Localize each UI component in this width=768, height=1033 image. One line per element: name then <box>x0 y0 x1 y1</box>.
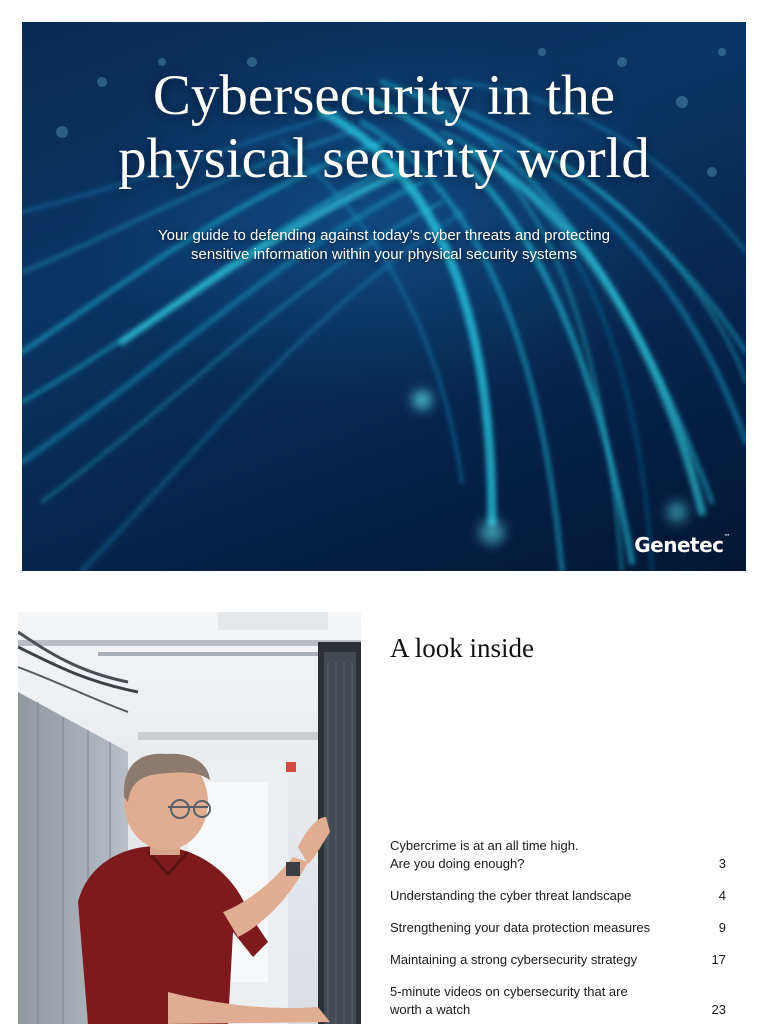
toc-item[interactable] <box>390 983 726 1019</box>
toc-item-label <box>390 837 680 873</box>
toc-item[interactable] <box>390 951 726 969</box>
toc-item-label <box>390 983 680 1019</box>
toc-item-label-line: worth a watch <box>390 1002 471 1017</box>
toc-item-label-line: 5-minute videos on cybersecurity that are <box>390 984 628 999</box>
toc-page-number: 3 <box>718 856 726 871</box>
contents-title: A look inside <box>390 633 535 663</box>
technician-illustration <box>18 612 361 1024</box>
trademark-mark: ™ <box>723 533 730 541</box>
toc-item-label-line: Maintaining a strong cybersecurity strategy <box>390 952 638 967</box>
toc-page-number: 23 <box>711 1002 726 1017</box>
table-of-contents <box>390 837 726 1033</box>
cover-title-line-1: Cybersecurity in the <box>152 64 616 127</box>
toc-page-number: 17 <box>711 952 726 967</box>
toc-item-label <box>390 887 680 905</box>
toc-item[interactable] <box>390 887 726 905</box>
toc-item-label <box>390 951 680 969</box>
toc-page-number: 4 <box>718 888 726 903</box>
cover-subtitle-line-1: Your guide to defending against today’s cyber threats and protecting <box>158 227 610 244</box>
toc-item-label <box>390 919 680 937</box>
cover-image <box>22 22 746 571</box>
toc-item[interactable] <box>390 837 726 873</box>
toc-item-label-line: Understanding the cyber threat landscape <box>390 888 632 903</box>
cover-title <box>22 64 746 190</box>
cover-title-line-2: physical security world <box>118 127 650 190</box>
toc-item[interactable] <box>390 919 726 937</box>
cover-subtitle <box>82 226 686 264</box>
toc-page-number: 9 <box>718 920 726 935</box>
genetec-logo <box>634 533 730 557</box>
toc-item-label-line: Are you doing enough? <box>390 856 525 871</box>
toc-item-label-line: Cybercrime is at an all time high. <box>390 838 579 853</box>
cover-subtitle-line-2: sensitive information within your physical security systems <box>191 246 577 263</box>
toc-item-label-line: Strengthening your data protection measures <box>390 920 651 935</box>
brand-name: Genetec <box>634 533 724 557</box>
server-room-photo <box>18 612 361 1024</box>
